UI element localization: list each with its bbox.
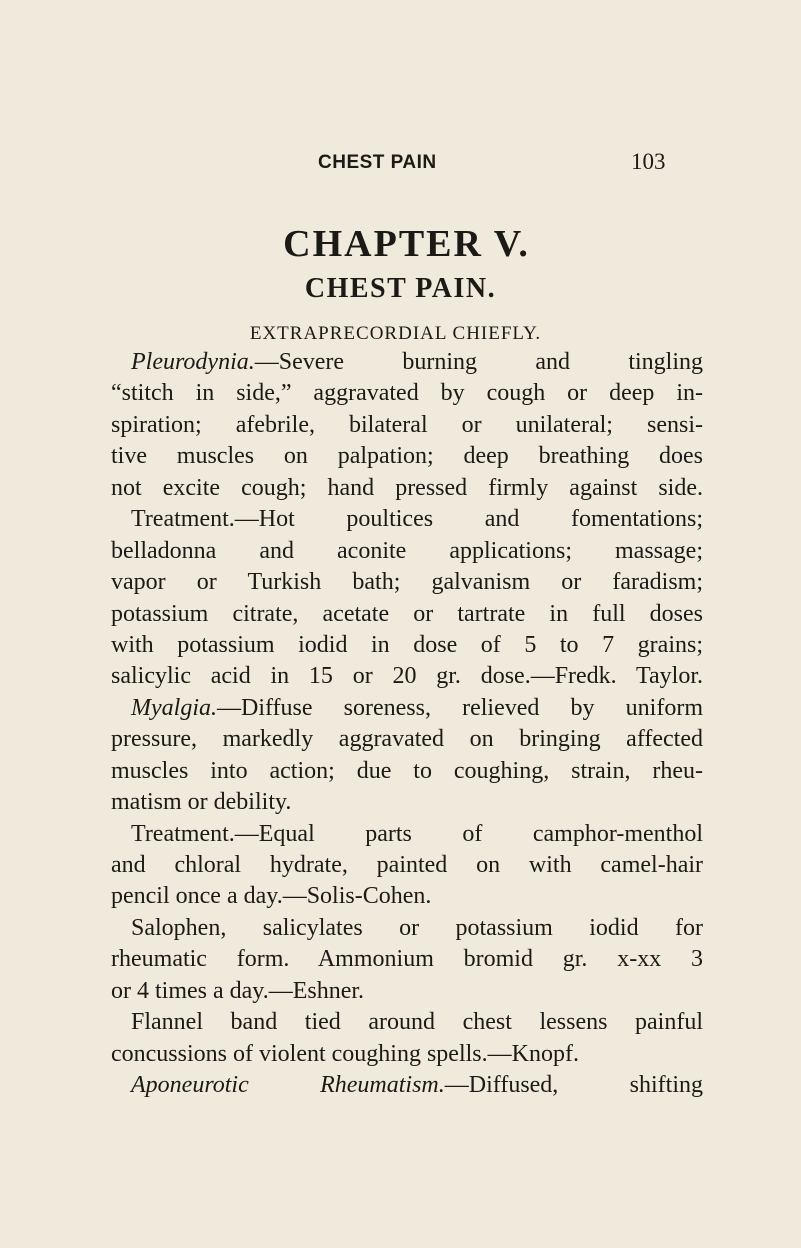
text-line: “stitch in side,” aggravated by cough or deep in- xyxy=(111,380,703,407)
running-head xyxy=(0,149,801,180)
text-line: Salophen, salicylates or potassium iodid for xyxy=(131,914,703,941)
text-span: —Diffuse soreness, relieved by uniform xyxy=(216,694,703,721)
chapter-heading: CHAPTER V. xyxy=(283,223,530,265)
running-title: CHEST PAIN xyxy=(318,152,437,173)
term-pleurodynia: Pleurodynia. xyxy=(131,349,255,375)
page-number: 103 xyxy=(631,149,666,174)
text-line xyxy=(111,693,703,724)
text-line: or 4 times a day.—Eshner. xyxy=(111,977,365,1004)
text-line: concussions of violent coughing spells.—Knopf. xyxy=(111,1040,579,1067)
text-line: spiration; afebrile, bilateral or unilateral; sensi- xyxy=(111,411,703,438)
text-line: vapor or Turkish bath; galvanism or faradism; xyxy=(111,569,703,596)
body-text xyxy=(111,347,703,1102)
text-line: Flannel band tied around chest lessens painful xyxy=(131,1009,703,1036)
text-line: and chloral hydrate, painted on with camel-hair xyxy=(111,852,703,878)
text-line: pressure, markedly aggravated on bringing affected xyxy=(111,726,703,753)
text-line: potassium citrate, acetate or tartrate in full doses xyxy=(111,600,703,627)
text-line: not excite cough; hand pressed firmly against side. xyxy=(111,474,703,501)
text-line: matism or debility. xyxy=(111,789,292,816)
text-line: Treatment.—Equal parts of camphor-menthol xyxy=(131,820,703,847)
chapter-subheading: CHEST PAIN. xyxy=(304,273,497,304)
term-aponeurotic-rheumatism: Aponeurotic Rheumatism. xyxy=(131,1072,445,1099)
text-line: with potassium iodid in dose of 5 to 7 grains; xyxy=(111,631,703,658)
text-line: muscles into action; due to coughing, strain, rheu- xyxy=(111,757,703,784)
text-line xyxy=(111,347,703,378)
text-line: belladonna and aconite applications; massage; xyxy=(111,537,703,564)
term-myalgia: Myalgia. xyxy=(131,694,217,721)
text-line: pencil once a day.—Solis-Cohen. xyxy=(111,883,432,910)
section-heading: EXTRAPRECORDIAL CHIEFLY. xyxy=(249,323,542,344)
text-line: rheumatic form. Ammonium bromid gr. x-xx 3 xyxy=(111,946,703,973)
text-line: Treatment.—Hot poultices and fomentations; xyxy=(131,506,703,533)
text-line xyxy=(111,1070,703,1101)
text-span: —Severe burning and tingling xyxy=(254,349,703,375)
text-line: salicylic acid in 15 or 20 gr. dose.—Fredk. Taylor. xyxy=(111,663,703,690)
text-span: —Diffused, shifting xyxy=(444,1072,703,1099)
text-line: tive muscles on palpation; deep breathing does xyxy=(111,443,703,470)
